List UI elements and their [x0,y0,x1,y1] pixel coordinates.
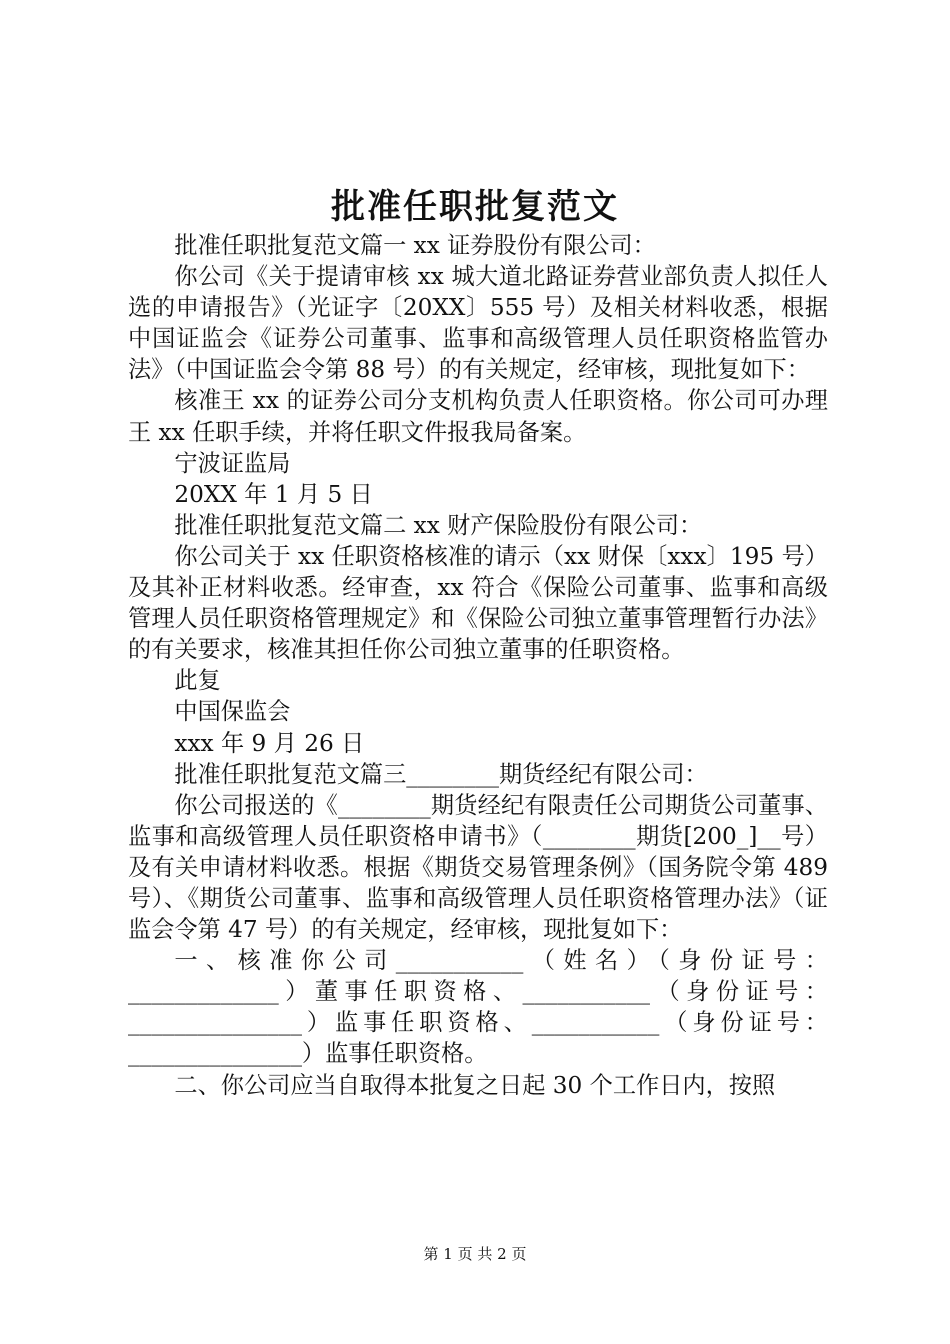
document-body [128,230,828,1101]
paragraph-4: 宁波证监局 [174,449,291,477]
paragraph-1: 批准任职批复范文篇一 xx 证券股份有限公司： [174,232,656,259]
paragraph-10: xxx 年 9 月 26 日 [174,729,365,757]
paragraph-12: 你公司报送的《________期货经纪有限责任公司期货公司董事、监事和高级管理人员任职资格申请书》（________期货[200_]__号）及有关申请材料收悉。根据《期货交易管理条例》（国务院令第 489 号）、《期货公司董事、监事和高级管理人员任职资格管理办法》（证监会令第 47 号）的有关规定，经审核，现批复如下： [128,791,828,944]
paragraph-3: 核准王 xx 的证券公司分支机构负责人任职资格。你公司可办理王 xx 任职手续，并将任职文件报我局备案。 [128,387,828,446]
paragraph-6: 批准任职批复范文篇二 xx 财产保险股份有限公司： [174,511,703,539]
document-title: 批准任职批复范文 [331,187,619,227]
paragraph-8: 此复 [174,667,221,695]
paragraph-13: 一、核准你公司___________（姓名）（身份证号：_____________）董事任职资格、___________（身份证号：_______________）监事任职资格、___________（身份证号：_______________）监事任职资格。 [128,947,828,1068]
paragraph-11: 批准任职批复范文篇三________期货经纪有限公司： [174,760,708,788]
paragraph-9: 中国保监会 [174,698,291,726]
paragraph-7: 你公司关于 xx 任职资格核准的请示（xx 财保〔xxx〕195 号）及其补正材料收悉。经审查，xx 符合《保险公司董事、监事和高级管理人员任职资格管理规定》和《保险公司独立董事管理暂行办法》的有关要求，核准其担任你公司独立董事的任职资格。 [128,542,828,664]
page-footer: 第 1 页 共 2 页 [423,1245,527,1263]
paragraph-2: 你公司《关于提请审核 xx 城大道北路证券营业部负责人拟任人选的申请报告》（光证字〔20XX〕555 号）及相关材料收悉，根据中国证监会《证券公司董事、监事和高级管理人员任职资格监管办法》（中国证监会令第 88 号）的有关规定，经审核，现批复如下： [128,263,828,384]
paragraph-14: 二、你公司应当自取得本批复之日起 30 个工作日内，按照 [174,1071,776,1099]
paragraph-5: 20XX 年 1 月 5 日 [174,480,373,508]
